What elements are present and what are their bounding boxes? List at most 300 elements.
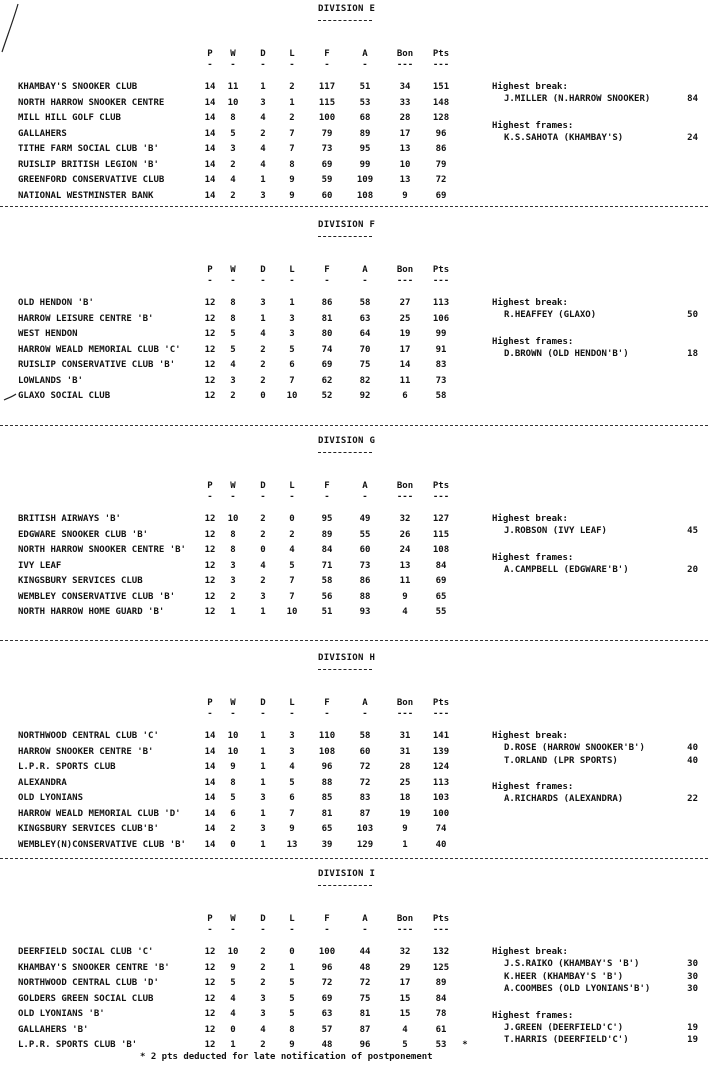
division-section: [0, 653, 708, 853]
note-entry: A.COOMBES (OLD LYONIANS'B'): [504, 984, 651, 994]
stat-p: 14: [204, 777, 216, 788]
stat-pts: 91: [435, 344, 447, 355]
stat-pts: 127: [432, 514, 450, 524]
column-header: L: [289, 265, 295, 275]
note-value: 40: [687, 743, 698, 753]
team-name: RUISLIP BRITISH LEGION 'B': [18, 159, 159, 170]
stat-l: 5: [289, 344, 295, 355]
stat-bon: 14: [399, 360, 411, 370]
stat-w: 9: [230, 762, 236, 772]
stat-bon: 11: [399, 375, 411, 386]
stat-a: 55: [359, 529, 371, 540]
stat-f: 63: [321, 1009, 333, 1019]
stat-bon: 15: [399, 1009, 411, 1019]
stat-p: 12: [204, 514, 216, 524]
column-rule: -: [230, 709, 236, 719]
stat-l: 2: [289, 82, 295, 92]
column-header: P: [207, 481, 213, 491]
stat-a: 53: [359, 97, 371, 108]
team-name: OLD LYONIANS: [18, 793, 84, 803]
column-header: L: [289, 914, 295, 924]
stat-w: 8: [230, 298, 236, 308]
table-row: [0, 391, 708, 403]
stat-w: 10: [227, 731, 239, 741]
team-name: HARROW WEALD MEMORIAL CLUB 'C': [18, 344, 181, 355]
division-section: [0, 4, 708, 204]
note-label: Highest frames:: [492, 120, 574, 131]
stat-a: 49: [359, 514, 371, 524]
stat-d: 4: [260, 329, 266, 339]
stat-pts: 139: [432, 746, 450, 757]
stat-f: 72: [321, 978, 333, 988]
stat-bon: 17: [399, 344, 411, 355]
stat-p: 14: [204, 808, 216, 819]
stat-f: 110: [318, 731, 336, 741]
stat-p: 14: [204, 82, 216, 92]
team-name: NORTH HARROW HOME GUARD 'B': [18, 607, 165, 617]
note-label: Highest break:: [492, 731, 568, 741]
team-name: DEERFIELD SOCIAL CLUB 'C': [18, 947, 154, 957]
stat-pts: 84: [435, 993, 447, 1004]
stat-d: 1: [260, 762, 266, 772]
note-value: 30: [687, 984, 698, 994]
stat-a: 58: [359, 731, 371, 741]
stat-pts: 141: [432, 731, 450, 741]
table-row: [0, 731, 708, 743]
table-row: [0, 144, 708, 156]
column-rule: ---: [432, 276, 450, 286]
team-name: NORTH HARROW SNOOKER CENTRE 'B': [18, 545, 186, 555]
division-section: [0, 436, 708, 636]
division-section: [0, 220, 708, 420]
team-name: GREENFORD CONSERVATIVE CLUB: [18, 175, 165, 185]
stat-d: 1: [260, 731, 266, 741]
stat-bon: 32: [399, 947, 411, 957]
column-rule: -: [207, 60, 213, 70]
table-header-rule-row: [0, 492, 708, 504]
stat-f: 56: [321, 591, 333, 602]
stat-p: 12: [204, 545, 216, 555]
column-rule: -: [230, 60, 236, 70]
stat-w: 5: [230, 344, 236, 355]
stat-pts: 72: [435, 175, 447, 185]
column-rule: ---: [432, 709, 450, 719]
stat-p: 12: [204, 962, 216, 973]
stat-l: 7: [289, 808, 295, 819]
column-header: W: [230, 49, 236, 59]
note-value: 45: [687, 526, 698, 536]
stat-l: 9: [289, 190, 295, 201]
team-name: WEMBLEY CONSERVATIVE CLUB 'B': [18, 591, 176, 602]
stat-pts: 148: [432, 97, 450, 108]
note-entry: K.HEER (KHAMBAY'S 'B'): [504, 971, 624, 982]
note-label: Highest frames:: [492, 336, 574, 347]
column-header: F: [324, 265, 330, 275]
stat-p: 12: [204, 391, 216, 401]
stat-d: 0: [260, 391, 266, 401]
stat-f: 59: [321, 175, 333, 185]
stat-bon: 19: [399, 808, 411, 819]
stat-w: 3: [230, 375, 236, 386]
stat-w: 8: [230, 113, 236, 123]
team-name: NORTHWOOD CENTRAL CLUB 'C': [18, 731, 159, 741]
stat-f: 65: [321, 824, 333, 834]
team-name: MILL HILL GOLF CLUB: [18, 113, 121, 123]
column-header: W: [230, 481, 236, 491]
stat-a: 58: [359, 298, 371, 308]
stat-l: 7: [289, 144, 295, 154]
stat-d: 3: [260, 993, 266, 1004]
note-entry: J.MILLER (N.HARROW SNOOKER): [504, 94, 651, 104]
column-rule: -: [362, 492, 368, 502]
column-rule: -: [230, 492, 236, 502]
stat-p: 12: [204, 375, 216, 386]
stat-p: 12: [204, 576, 216, 586]
stat-d: 2: [260, 576, 266, 586]
stat-d: 2: [260, 529, 266, 540]
column-rule: -: [362, 709, 368, 719]
stat-a: 83: [359, 793, 371, 803]
column-header: P: [207, 265, 213, 275]
team-name: LOWLANDS 'B': [18, 375, 84, 386]
stat-d: 1: [260, 82, 266, 92]
stat-l: 5: [289, 560, 295, 571]
stat-w: 10: [227, 947, 239, 957]
column-header: F: [324, 914, 330, 924]
note-value: 40: [687, 755, 698, 766]
note-entry: J.ROBSON (IVY LEAF): [504, 526, 607, 536]
column-header: L: [289, 481, 295, 491]
stat-f: 57: [321, 1024, 333, 1035]
table-row: [0, 113, 708, 125]
table-row: [0, 376, 708, 388]
stat-d: 4: [260, 560, 266, 571]
stat-w: 8: [230, 777, 236, 788]
stat-pts: 79: [435, 159, 447, 170]
column-rule: -: [260, 492, 266, 502]
team-name: GALLAHERS: [18, 128, 67, 139]
column-rule: -: [260, 276, 266, 286]
column-rule: -: [207, 276, 213, 286]
stat-a: 82: [359, 375, 371, 386]
note-label: Highest break:: [492, 82, 568, 92]
column-rule: ---: [432, 925, 450, 935]
stat-bon: 15: [399, 993, 411, 1004]
stat-a: 72: [359, 762, 371, 772]
column-rule: -: [289, 276, 295, 286]
stat-a: 129: [356, 839, 374, 850]
note-entry: J.GREEN (DEERFIELD'C'): [504, 1022, 624, 1033]
column-rule: ---: [396, 60, 414, 70]
stat-p: 14: [204, 113, 216, 123]
stat-w: 2: [230, 190, 236, 201]
stat-f: 69: [321, 360, 333, 370]
stat-bon: 13: [399, 175, 411, 185]
stat-f: 60: [321, 190, 333, 201]
stat-l: 1: [289, 962, 295, 973]
stat-a: 96: [359, 1040, 371, 1050]
stat-l: 3: [289, 329, 295, 339]
note-label: Highest break:: [492, 947, 568, 957]
stat-a: 68: [359, 113, 371, 123]
stat-w: 1: [230, 607, 236, 617]
column-header: D: [260, 265, 266, 275]
stat-bon: 33: [399, 97, 411, 108]
footnote: * 2 pts deducted for late notification of postponement: [140, 1052, 433, 1062]
stat-l: 7: [289, 576, 295, 586]
column-rule: -: [207, 925, 213, 935]
stat-pts: 73: [435, 375, 447, 386]
stat-p: 14: [204, 824, 216, 834]
stat-bon: 9: [402, 824, 408, 834]
stat-f: 69: [321, 993, 333, 1004]
stat-l: 13: [286, 839, 298, 850]
column-header: Bon: [396, 914, 414, 924]
stat-f: 100: [318, 947, 336, 957]
stat-l: 1: [289, 298, 295, 308]
stat-bon: 18: [399, 793, 411, 803]
table-row: [0, 840, 708, 852]
table-row: [0, 809, 708, 821]
stat-p: 12: [204, 1024, 216, 1035]
stat-bon: 32: [399, 514, 411, 524]
stat-a: 87: [359, 1024, 371, 1035]
stat-pts: 132: [432, 947, 450, 957]
stat-f: 85: [321, 793, 333, 803]
stat-f: 115: [318, 97, 336, 108]
table-row: [0, 607, 708, 619]
stat-w: 2: [230, 824, 236, 834]
team-name: KHAMBAY'S SNOOKER CENTRE 'B': [18, 962, 170, 973]
stat-f: 62: [321, 375, 333, 386]
note-value: 30: [687, 959, 698, 969]
stat-f: 96: [321, 962, 333, 973]
stat-pts: 58: [435, 391, 447, 401]
stat-f: 52: [321, 391, 333, 401]
table-row: [0, 82, 708, 94]
table-row: [0, 576, 708, 588]
stat-f: 71: [321, 560, 333, 571]
stat-d: 3: [260, 591, 266, 602]
stat-w: 2: [230, 391, 236, 401]
section-separator: [0, 206, 708, 207]
stat-a: 87: [359, 808, 371, 819]
note-entry: D.ROSE (HARROW SNOOKER'B'): [504, 743, 645, 753]
team-name: RUISLIP CONSERVATIVE CLUB 'B': [18, 360, 176, 370]
division-title: DIVISION F: [318, 220, 376, 230]
team-name: GALLAHERS 'B': [18, 1024, 89, 1035]
team-name: TITHE FARM SOCIAL CLUB 'B': [18, 144, 159, 154]
stat-w: 3: [230, 144, 236, 154]
stat-pts: 106: [432, 313, 450, 324]
stat-f: 58: [321, 576, 333, 586]
column-rule: ---: [396, 925, 414, 935]
stat-l: 0: [289, 947, 295, 957]
column-rule: -: [230, 925, 236, 935]
stat-p: 14: [204, 97, 216, 108]
stat-a: 92: [359, 391, 371, 401]
stat-f: 117: [318, 82, 336, 92]
stat-p: 14: [204, 839, 216, 850]
division-section: [0, 869, 708, 1069]
stat-pts: 99: [435, 329, 447, 339]
stat-a: 89: [359, 128, 371, 139]
table-header-rule-row: [0, 709, 708, 721]
stat-a: 63: [359, 313, 371, 324]
stat-p: 12: [204, 607, 216, 617]
stat-a: 44: [359, 947, 371, 957]
column-header: Pts: [432, 481, 450, 491]
stat-p: 12: [204, 329, 216, 339]
stat-w: 10: [227, 97, 239, 108]
table-row: [0, 778, 708, 790]
column-header: D: [260, 914, 266, 924]
team-name: KINGSBURY SERVICES CLUB'B': [18, 824, 159, 834]
note-entry: T.HARRIS (DEERFIELD'C'): [504, 1035, 629, 1045]
note-label: Highest break:: [492, 298, 568, 308]
column-header: L: [289, 698, 295, 708]
table-header-rule-row: [0, 925, 708, 937]
note-value: 50: [687, 310, 698, 320]
stat-a: 103: [356, 824, 374, 834]
division-title: DIVISION E: [318, 4, 376, 14]
stat-pts: 69: [435, 576, 447, 586]
stat-a: 64: [359, 329, 371, 339]
stat-d: 4: [260, 159, 266, 170]
division-title: DIVISION H: [318, 653, 376, 663]
stat-f: 89: [321, 529, 333, 540]
stat-pts: 61: [435, 1024, 447, 1035]
stat-l: 3: [289, 731, 295, 741]
table-row: [0, 1009, 708, 1021]
stat-pts: 151: [432, 82, 450, 92]
column-header: D: [260, 698, 266, 708]
column-header: Pts: [432, 914, 450, 924]
team-name: NATIONAL WESTMINSTER BANK: [18, 190, 154, 201]
table-row: [0, 947, 708, 959]
stat-f: 81: [321, 313, 333, 324]
column-header: F: [324, 49, 330, 59]
stat-a: 72: [359, 777, 371, 788]
stat-l: 2: [289, 529, 295, 540]
column-rule: -: [362, 60, 368, 70]
stat-l: 3: [289, 746, 295, 757]
stat-bon: 9: [402, 190, 408, 201]
note-label: Highest break:: [492, 514, 568, 524]
stat-a: 109: [356, 175, 374, 185]
table-row: [0, 514, 708, 526]
column-rule: -: [324, 492, 330, 502]
stat-pts: 113: [432, 777, 450, 788]
table-row: [0, 824, 708, 836]
stat-pts: 108: [432, 545, 450, 555]
column-rule: -: [289, 60, 295, 70]
stat-bon: 25: [399, 777, 411, 788]
column-rule: -: [289, 709, 295, 719]
stat-p: 12: [204, 993, 216, 1004]
team-name: GOLDERS GREEN SOCIAL CLUB: [18, 993, 154, 1004]
note-entry: A.CAMPBELL (EDGWARE'B'): [504, 564, 629, 575]
stat-p: 14: [204, 746, 216, 757]
column-header: P: [207, 49, 213, 59]
stat-p: 14: [204, 128, 216, 139]
stat-d: 1: [260, 839, 266, 850]
note-entry: D.BROWN (OLD HENDON'B'): [504, 348, 629, 359]
column-rule: -: [260, 925, 266, 935]
stat-p: 14: [204, 762, 216, 772]
stat-bon: 34: [399, 82, 411, 92]
stat-d: 4: [260, 1024, 266, 1035]
stat-d: 1: [260, 746, 266, 757]
stat-d: 2: [260, 360, 266, 370]
column-header: Pts: [432, 265, 450, 275]
stat-l: 0: [289, 514, 295, 524]
stat-pts: 83: [435, 360, 447, 370]
column-header: W: [230, 265, 236, 275]
column-header: A: [362, 49, 368, 59]
stat-f: 81: [321, 808, 333, 819]
column-rule: -: [207, 492, 213, 502]
stat-a: 108: [356, 190, 374, 201]
stat-bon: 4: [402, 607, 408, 617]
column-rule: -: [260, 60, 266, 70]
column-rule: -: [324, 60, 330, 70]
column-rule: ---: [396, 276, 414, 286]
stat-w: 3: [230, 576, 236, 586]
stat-bon: 13: [399, 560, 411, 571]
stat-pts: 84: [435, 560, 447, 571]
division-title-underline: [318, 236, 372, 237]
stat-a: 75: [359, 993, 371, 1004]
stat-l: 5: [289, 1009, 295, 1019]
column-header: D: [260, 481, 266, 491]
stat-f: 73: [321, 144, 333, 154]
stat-pts: 53: [435, 1040, 447, 1050]
stat-pts: 100: [432, 808, 450, 819]
team-name: L.P.R. SPORTS CLUB 'B': [18, 1040, 138, 1050]
stat-a: 75: [359, 360, 371, 370]
table-row: [0, 160, 708, 172]
stat-a: 70: [359, 344, 371, 355]
stat-a: 60: [359, 746, 371, 757]
stat-w: 2: [230, 159, 236, 170]
column-rule: -: [289, 492, 295, 502]
note-entry: A.RICHARDS (ALEXANDRA): [504, 794, 624, 804]
column-header: D: [260, 49, 266, 59]
stat-a: 48: [359, 962, 371, 973]
note-label: Highest frames:: [492, 552, 574, 563]
stat-l: 9: [289, 175, 295, 185]
team-name: NORTH HARROW SNOOKER CENTRE: [18, 97, 165, 108]
stat-bon: 1: [402, 839, 408, 850]
stat-p: 14: [204, 190, 216, 201]
stat-pts: 74: [435, 824, 447, 834]
team-name: OLD HENDON 'B': [18, 298, 94, 308]
stat-p: 14: [204, 159, 216, 170]
stat-f: 88: [321, 777, 333, 788]
stat-pts: 40: [435, 839, 447, 850]
stat-bon: 6: [402, 391, 408, 401]
table-row: [0, 360, 708, 372]
stat-l: 6: [289, 793, 295, 803]
stat-f: 48: [321, 1040, 333, 1050]
stat-a: 72: [359, 978, 371, 988]
column-header: W: [230, 698, 236, 708]
stat-pts: 55: [435, 607, 447, 617]
team-name: BRITISH AIRWAYS 'B': [18, 514, 121, 524]
note-entry: J.S.RAIKO (KHAMBAY'S 'B'): [504, 959, 640, 969]
stat-bon: 31: [399, 731, 411, 741]
